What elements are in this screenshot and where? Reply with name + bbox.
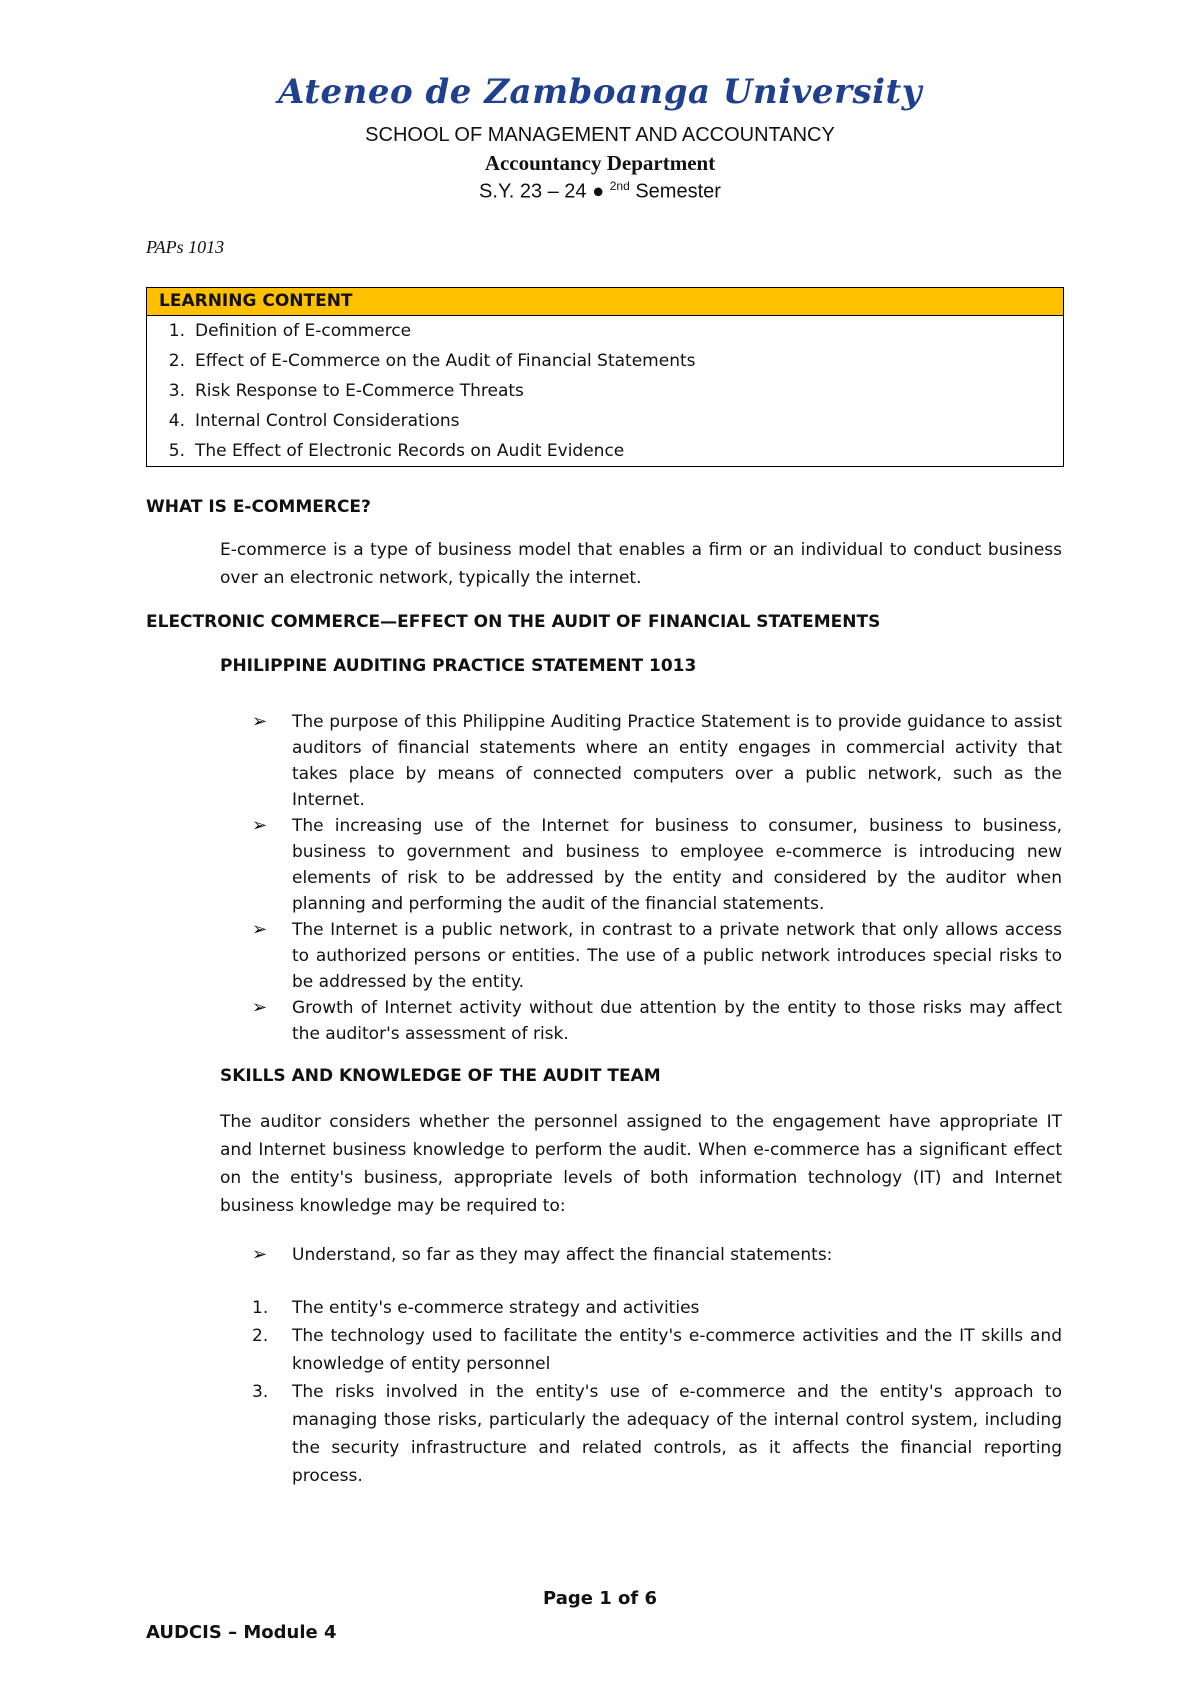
department-name: Accountancy Department	[484, 151, 716, 175]
list-item	[252, 813, 1062, 917]
module-label: AUDCIS – Module 4	[146, 1622, 337, 1643]
list-item	[147, 406, 1063, 436]
understand-bullet-list	[252, 1242, 1062, 1268]
school-year-suffix: Semester	[629, 180, 721, 203]
university-name: Ateneo de Zamboanga University	[278, 72, 922, 112]
list-item-text: Risk Response to E-Commerce Threats	[195, 381, 524, 401]
list-item	[252, 995, 1062, 1047]
arrow-bullet-icon: ➢	[252, 1244, 268, 1265]
skills-numbered-list	[252, 1294, 1062, 1490]
school-year	[0, 179, 1200, 204]
list-item	[252, 1322, 1062, 1378]
list-item-text: The technology used to facilitate the entity's e-commerce activities and the IT skills and knowledge of entity personnel	[292, 1326, 1062, 1374]
school-year-prefix: S.Y. 23 – 24 ●	[479, 180, 610, 203]
list-item	[147, 376, 1063, 406]
list-item-number: 3.	[168, 381, 185, 401]
paps-bullet-list	[252, 709, 1062, 1047]
list-item-text: Growth of Internet activity without due attention by the entity to those risks may affect the auditor's assessment of risk.	[292, 998, 1062, 1044]
subsection-heading-paps: PHILIPPINE AUDITING PRACTICE STATEMENT 1013	[220, 656, 697, 676]
skills-paragraph: The auditor considers whether the personnel assigned to the engagement have appropriate IT and Internet business knowledge to perform the audit. When e-commerce has a significant effect on the entity's business, appropriate levels of both information technology (IT) and Internet business knowledge may be required to:	[220, 1112, 1062, 1216]
list-item-number: 4.	[168, 411, 185, 431]
arrow-bullet-icon: ➢	[252, 997, 268, 1018]
list-item	[252, 917, 1062, 995]
section-heading-what-is: WHAT IS E-COMMERCE?	[146, 497, 371, 517]
list-item	[252, 1242, 1062, 1268]
arrow-bullet-icon: ➢	[252, 815, 268, 836]
list-item	[252, 1378, 1062, 1490]
arrow-bullet-icon: ➢	[252, 711, 268, 732]
school-name: SCHOOL OF MANAGEMENT AND ACCOUNTANCY	[365, 124, 835, 146]
what-is-paragraph: E-commerce is a type of business model that enables a firm or an individual to conduct business over an electronic network, typically the internet.	[220, 540, 1062, 588]
section-heading-skills: SKILLS AND KNOWLEDGE OF THE AUDIT TEAM	[220, 1066, 661, 1086]
list-item	[147, 316, 1063, 346]
list-item-text: The purpose of this Philippine Auditing Practice Statement is to provide guidance to assist auditors of financial statements where an entity engages in commercial activity that takes place by means of connected computers over a public network, such as the Internet.	[292, 712, 1062, 810]
list-item-text: Definition of E-commerce	[195, 321, 412, 341]
list-item-text: Effect of E-Commerce on the Audit of Financial Statements	[195, 351, 696, 371]
list-item-number: 3.	[252, 1382, 269, 1402]
list-item	[252, 709, 1062, 813]
list-item-number: 5.	[168, 441, 185, 461]
list-item	[252, 1294, 1062, 1322]
course-code: PAPs 1013	[146, 237, 225, 257]
list-item-number: 2.	[252, 1326, 269, 1346]
arrow-bullet-icon: ➢	[252, 919, 268, 940]
list-item-text: The increasing use of the Internet for business to consumer, business to business, business to government and business to employee e-commerce is introducing new elements of risk to be addressed by the entity and considered by the auditor when planning and performing the audit of the financial statements.	[292, 816, 1062, 914]
list-item-text: The risks involved in the entity's use of e-commerce and the entity's approach to managing those risks, particularly the adequacy of the internal control system, including the security infrastructure and related controls, as it affects the financial reporting process.	[292, 1382, 1062, 1486]
learning-content-heading: LEARNING CONTENT	[147, 288, 1063, 316]
list-item	[147, 436, 1063, 466]
list-item-text: Understand, so far as they may affect the financial statements:	[292, 1245, 833, 1265]
learning-content-list	[147, 316, 1063, 466]
list-item-number: 1.	[168, 321, 185, 341]
learning-content-box	[146, 287, 1064, 467]
semester-ordinal: 2nd	[609, 179, 630, 193]
list-item-text: The Effect of Electronic Records on Audit Evidence	[195, 441, 625, 461]
list-item	[147, 346, 1063, 376]
list-item-text: The Internet is a public network, in contrast to a private network that only allows access to authorized persons or entities. The use of a public network introduces special risks to be addressed by the entity.	[292, 920, 1062, 992]
page-number: Page 1 of 6	[543, 1588, 657, 1609]
list-item-text: The entity's e-commerce strategy and activities	[292, 1298, 700, 1318]
list-item-number: 1.	[252, 1298, 269, 1318]
section-heading-effect: ELECTRONIC COMMERCE—EFFECT ON THE AUDIT OF FINANCIAL STATEMENTS	[146, 612, 881, 632]
list-item-number: 2.	[168, 351, 185, 371]
list-item-text: Internal Control Considerations	[195, 411, 460, 431]
